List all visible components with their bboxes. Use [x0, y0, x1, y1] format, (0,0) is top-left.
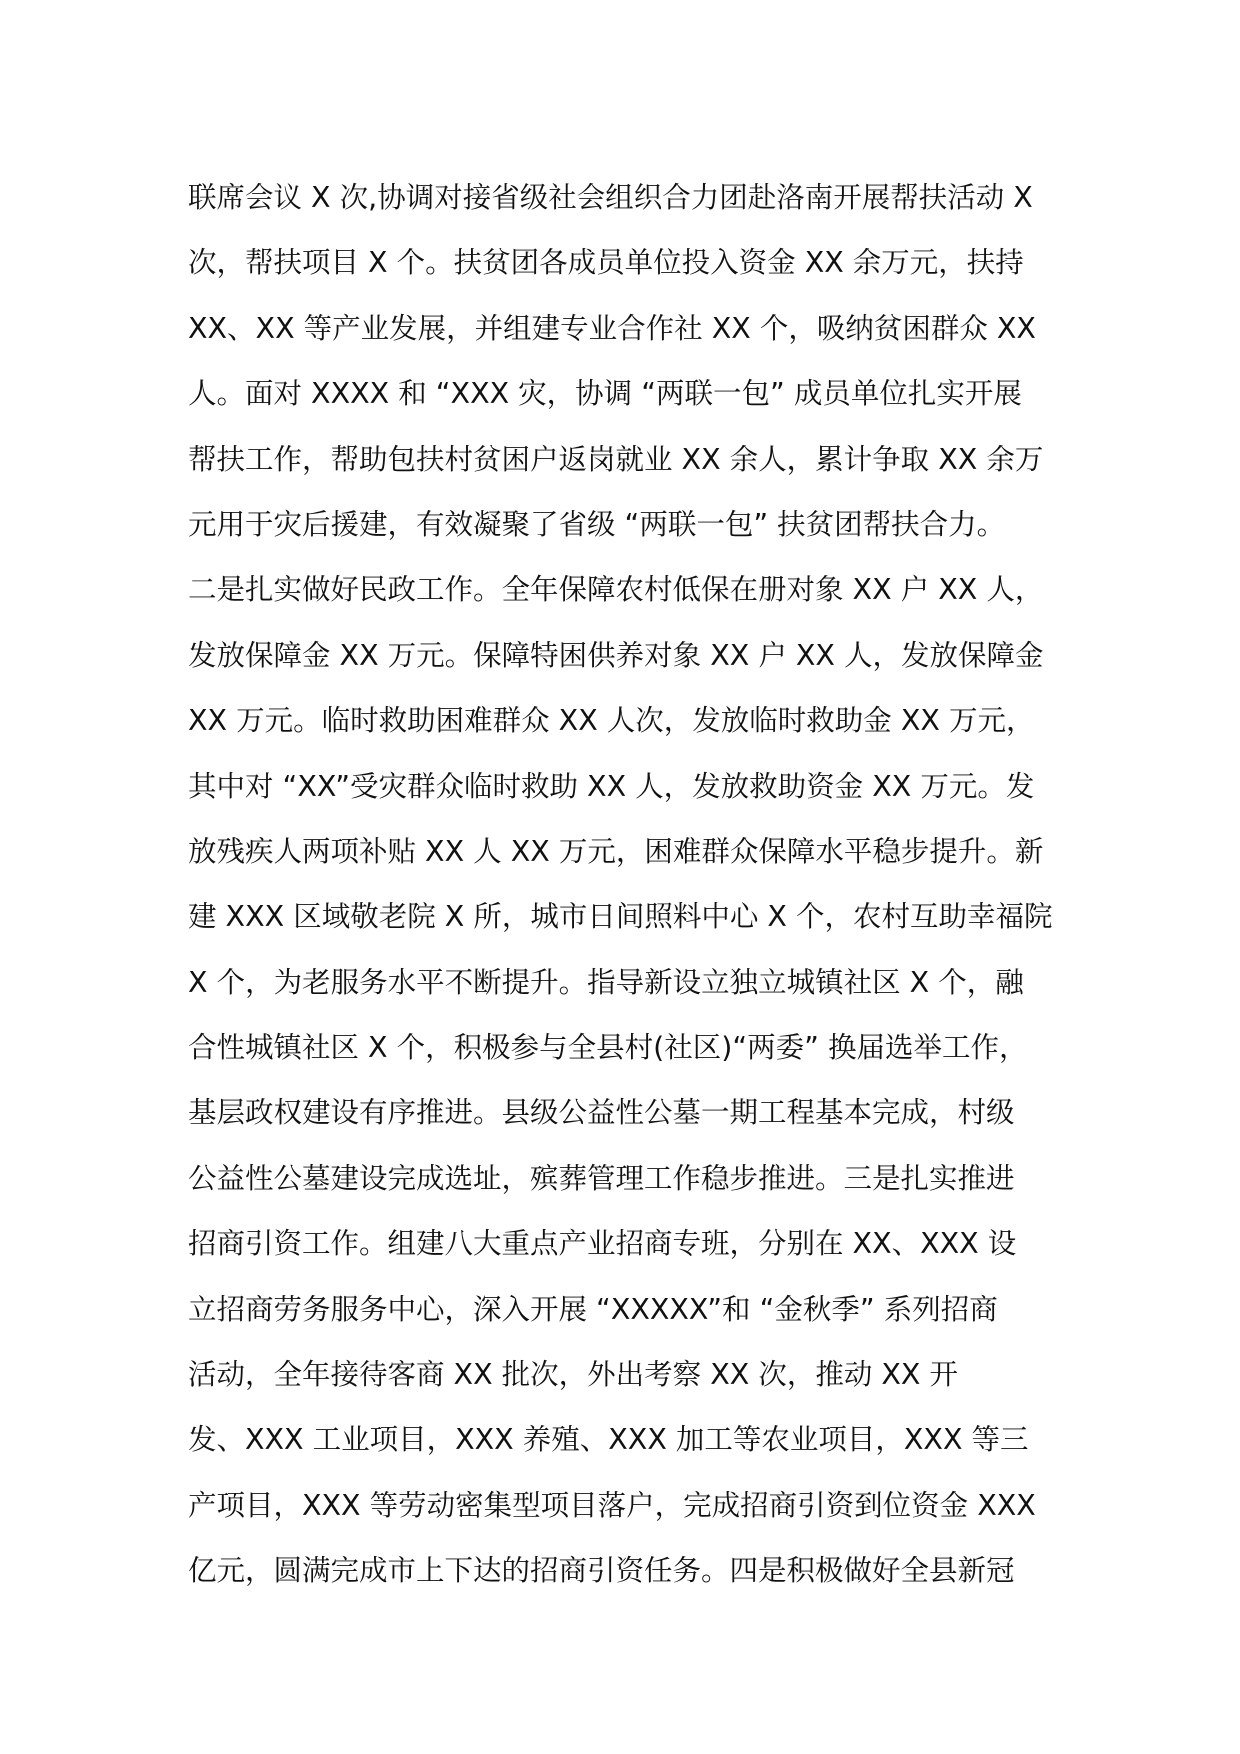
text-line: 立招商劳务服务中心，深入开展 “XXXXX”和 “金秋季” 系列招商: [188, 1292, 998, 1326]
text-line: 招商引资工作。组建八大重点产业招商专班，分别在 XX、XXX 设: [188, 1227, 1017, 1261]
text-line: 发、XXX 工业项目，XXX 养殖、XXX 加工等农业项目，XXX 等三: [188, 1423, 1029, 1457]
text-line: 合性城镇社区 X 个，积极参与全县村(社区)“两委” 换届选举工作，: [188, 1031, 1028, 1065]
body-text: [188, 165, 1068, 1604]
text-line: 产项目，XXX 等劳动密集型项目落户，完成招商引资到位资金 XXX: [188, 1488, 1036, 1522]
text-line: 活动，全年接待客商 XX 批次，外出考察 XX 次，推动 XX 开: [188, 1358, 959, 1392]
text-line: 次，帮扶项目 X 个。扶贫团各成员单位投入资金 XX 余万元，扶持: [188, 246, 1024, 280]
text-line: 人。面对 XXXX 和 “XXX 灾，协调 “两联一包” 成员单位扎实开展: [188, 377, 1022, 411]
text-line: 帮扶工作，帮助包扶村贫困户返岗就业 XX 余人，累计争取 XX 余万: [188, 442, 1044, 476]
text-line: X 个，为老服务水平不断提升。指导新设立独立城镇社区 X 个，融: [188, 965, 1024, 999]
text-line: 建 XXX 区域敬老院 X 所，城市日间照料中心 X 个，农村互助幸福院: [188, 900, 1053, 934]
text-line: 联席会议 X 次,协调对接省级社会组织合力团赴洛南开展帮扶活动 X: [188, 181, 1033, 214]
text-line: 亿元，圆满完成市上下达的招商引资任务。四是积极做好全县新冠: [188, 1554, 1015, 1588]
text-line: 基层政权建设有序推进。县级公益性公墓一期工程基本完成，村级: [188, 1096, 1015, 1130]
text-line: 公益性公墓建设完成选址，殡葬管理工作稳步推进。三是扎实推进: [188, 1161, 1015, 1195]
text-line: XX 万元。临时救助困难群众 XX 人次，发放临时救助金 XX 万元，: [188, 704, 1035, 738]
text-line: 发放保障金 XX 万元。保障特困供养对象 XX 户 XX 人，发放保障金: [188, 638, 1044, 672]
text-line: 其中对 “XX”受灾群众临时救助 XX 人，发放救助资金 XX 万元。发: [188, 769, 1035, 803]
text-line: 元用于灾后援建，有效凝聚了省级 “两联一包” 扶贫团帮扶合力。: [188, 507, 1006, 541]
text-line: 二是扎实做好民政工作。全年保障农村低保在册对象 XX 户 XX 人，: [188, 573, 1044, 607]
text-line: 放残疾人两项补贴 XX 人 XX 万元，困难群众保障水平稳步提升。新: [188, 834, 1044, 868]
text-line: XX、XX 等产业发展，并组建专业合作社 XX 个，吸纳贫困群众 XX: [188, 311, 1036, 345]
